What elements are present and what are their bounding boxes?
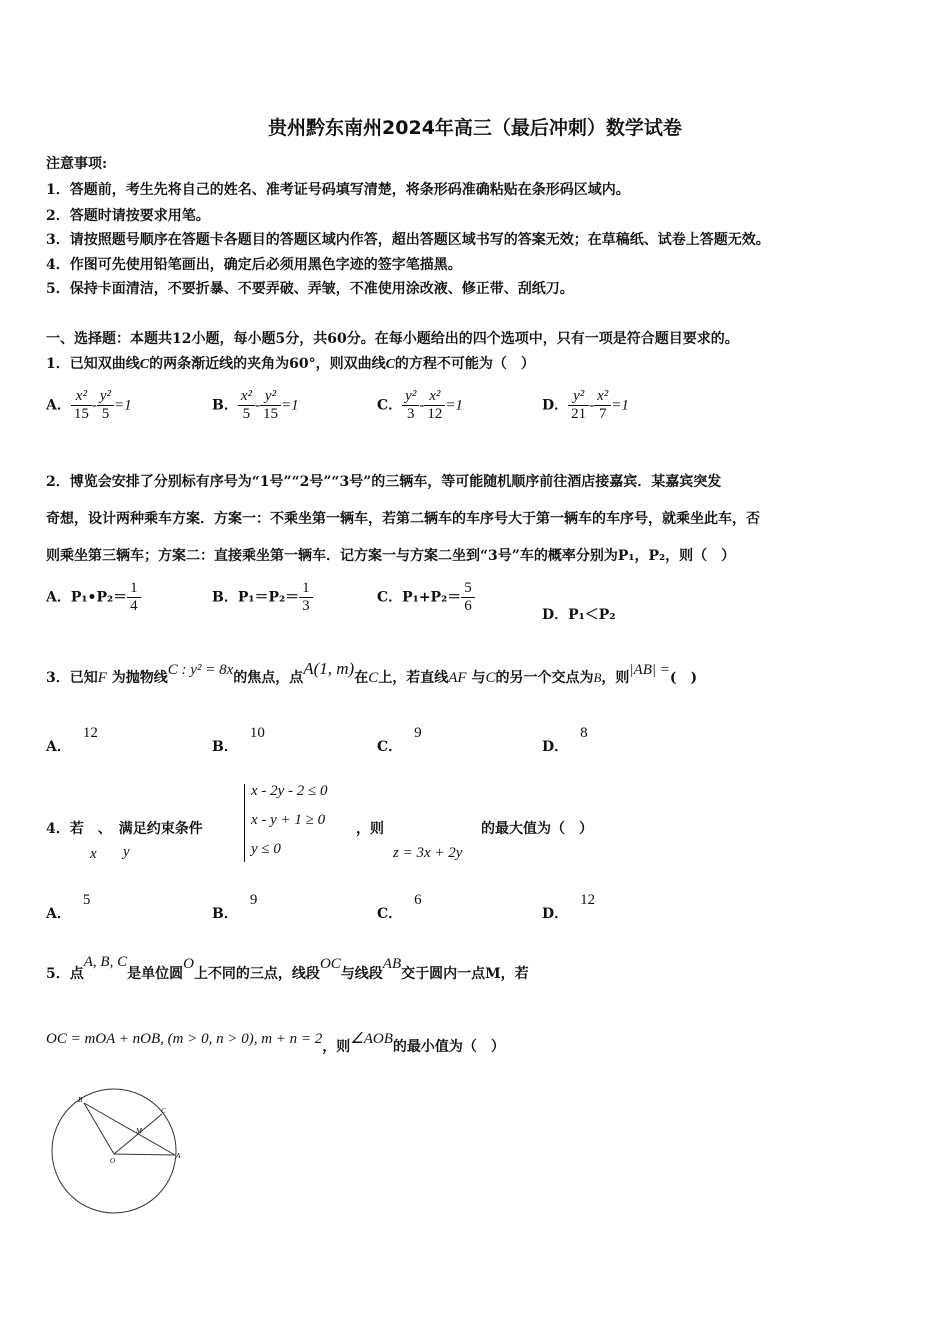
notice-item-3: 3．请按照题号顺序在答题卡各题目的答题区域内作答，超出答题区域书写的答案无效；在草稿纸、试卷上答题无效。 — [46, 232, 770, 248]
q4-option-c[interactable]: C．6 — [377, 892, 422, 922]
q2-option-d[interactable]: D．P₁＜P₂ — [542, 607, 616, 623]
segment-oa — [114, 1154, 175, 1155]
q3-option-c[interactable]: C．9 — [377, 725, 422, 755]
question-4-stem: 4．若 、 满足约束条件 — [46, 821, 203, 837]
q4-constraint-brace — [244, 784, 245, 862]
q4-then: ，则 — [356, 821, 384, 837]
question-2-line-3: 则乘坐第三辆车；方案二：直接乘坐第一辆车．记方案一与方案二坐到“3号”车的概率分别为P₁，P₂，则（ ） — [46, 548, 736, 564]
q2-option-a[interactable]: A．P₁•P₂＝ $\frac{1}{4}$ — [46, 580, 141, 615]
q4-option-d[interactable]: D．12 — [542, 892, 596, 922]
q4-var-x: x — [90, 846, 97, 862]
fig-label-a: A — [176, 1152, 181, 1160]
q4-option-a[interactable]: A．5 — [46, 892, 91, 922]
fig-label-o: O — [110, 1157, 116, 1165]
q1-option-d[interactable]: D． $\frac{\text{y²}}{21}$ - $\frac{\text{x²}}{7}$ =1 — [542, 388, 629, 422]
q4-option-b[interactable]: B．9 — [212, 892, 258, 922]
notice-item-4: 4．作图可先使用铅笔画出，确定后必须用黑色字迹的签字笔描黑。 — [46, 257, 462, 273]
notice-item-1: 1．答题前，考生先将自己的姓名、准考证号码填写清楚，将条形码准确粘贴在条形码区域内。 — [46, 182, 630, 198]
fig-label-b: B — [78, 1096, 83, 1104]
question-2-line-1: 2．博览会安排了分别标有序号为“1号”“2号”“3号”的三辆车，等可能随机顺序前往酒店接嘉宾．某嘉宾突发 — [46, 474, 722, 490]
q4-ask: 的最大值为（ ） — [481, 821, 593, 837]
q2-option-c[interactable]: C．P₁+P₂＝ $\frac{5}{6}$ — [377, 580, 475, 615]
fig-label-c: C — [161, 1107, 166, 1115]
unit-circle — [52, 1089, 176, 1213]
q1-option-c[interactable]: C． $\frac{\text{y²}}{3}$ - $\frac{\text{x²}}{12}$ =1 — [377, 388, 463, 422]
q3-option-b[interactable]: B．10 — [212, 725, 265, 755]
question-2-line-2: 奇想，设计两种乘车方案．方案一：不乘坐第一辆车，若第二辆车的车序号大于第一辆车的车序号，就乘坐此车，否 — [46, 511, 760, 527]
notice-heading: 注意事项: — [46, 156, 108, 172]
unit-circle-figure — [40, 1078, 230, 1228]
notice-item-5: 5．保持卡面清洁，不要折暴、不要弄破、弄皱，不准使用涂改液、修正带、刮纸刀。 — [46, 281, 574, 297]
question-5-condition: OC = mOA + nOB, (m > 0, n > 0), m + n = 2，则∠AOB的最小值为（ ） — [46, 1031, 505, 1055]
section-heading: 一、选择题：本题共12小题，每小题5分，共60分。在每小题给出的四个选项中，只有一项是符合题目要求的。 — [46, 331, 739, 347]
q4-var-y: y — [123, 844, 130, 860]
segment-ob — [84, 1103, 114, 1154]
q3-option-d[interactable]: D．8 — [542, 725, 588, 755]
question-1-stem: 1．已知双曲线C的两条渐近线的夹角为60°，则双曲线C的方程不可能为（ ） — [46, 356, 535, 372]
q2-option-b[interactable]: B．P₁＝P₂＝ $\frac{1}{3}$ — [212, 580, 313, 615]
q4-constraint-2: x - y + 1 ≥ 0 — [251, 812, 326, 828]
fig-label-m: M — [136, 1127, 142, 1135]
q4-objective: z = 3x + 2y — [393, 845, 463, 861]
question-5-stem: 5．点A, B, C是单位圆O上不同的三点，线段OC与线段AB交于圆内一点M，若 — [46, 954, 529, 982]
notice-item-2: 2．答题时请按要求用笔。 — [46, 208, 210, 224]
question-3-stem: 3．已知F 为抛物线C : y² = 8x的焦点，点A(1, m)在C上，若直线AF 与C的另一个交点为B，则|AB| =( ) — [46, 659, 698, 686]
q4-constraint-1: x - 2y - 2 ≤ 0 — [251, 783, 328, 799]
q1-option-b[interactable]: B． $\frac{\text{x²}}{5}$ - $\frac{\text{y²}}{15}$ =1 — [212, 388, 299, 422]
page-title: 贵州黔东南州2024年高三（最后冲刺）数学试卷 — [268, 117, 682, 139]
q1-option-a[interactable]: A． $\frac{\text{x²}}{15}$ - $\frac{\text{y²}}{5}$ =1 — [46, 388, 132, 422]
q3-option-a[interactable]: A．12 — [46, 725, 98, 755]
q4-constraint-3: y ≤ 0 — [251, 841, 281, 857]
